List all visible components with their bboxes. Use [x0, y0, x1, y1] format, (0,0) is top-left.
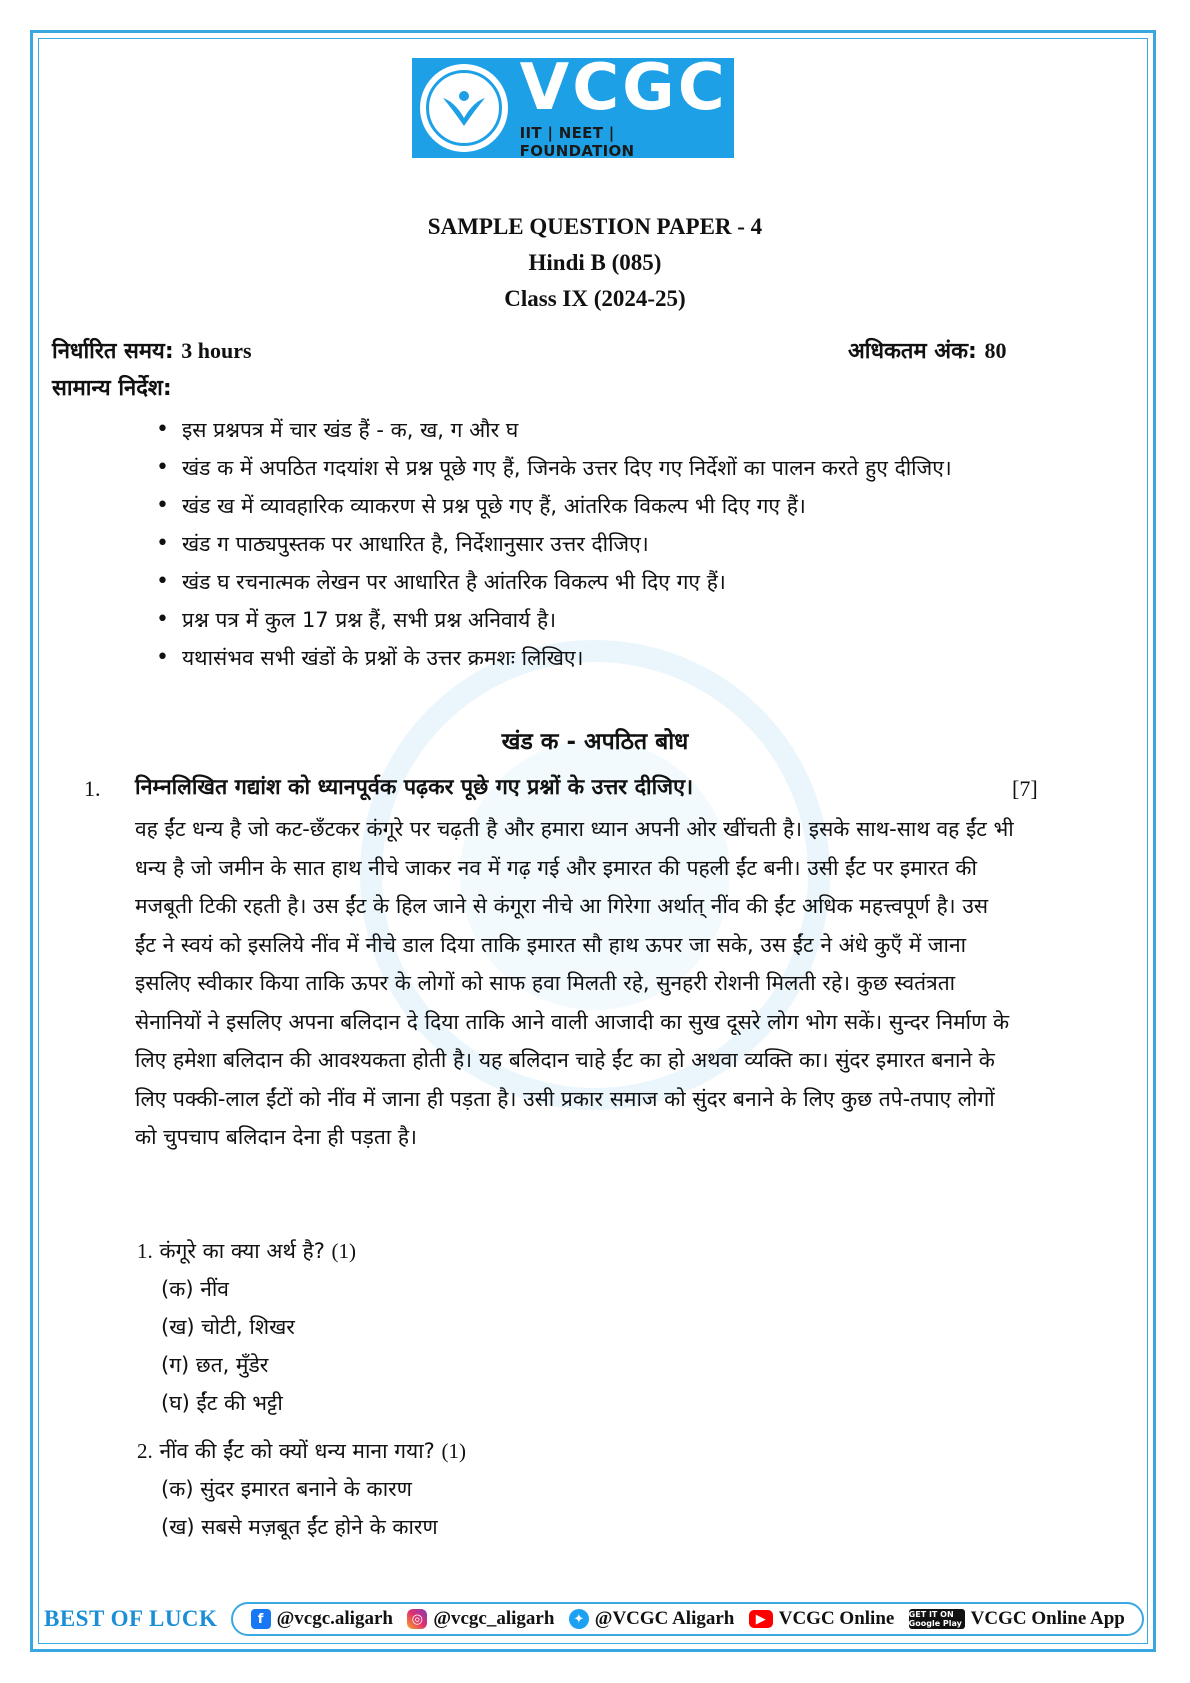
paper-title: SAMPLE QUESTION PAPER - 4 [427, 214, 763, 239]
time-label: निर्धारित समय: [52, 339, 174, 364]
option: (ख) चोटी, शिखर [161, 1315, 295, 1339]
question-marks: [7] [1012, 776, 1038, 801]
option: (क) सुंदर इमारत बनाने के कारण [161, 1477, 412, 1501]
app-link[interactable]: GET IT ON Google Play VCGC Online App [908, 1608, 1125, 1629]
facebook-link[interactable]: f @vcgc.aligarh [251, 1608, 393, 1630]
paper-class: Class IX (2024-25) [504, 286, 686, 311]
general-instructions-title: सामान्य निर्देश: [52, 376, 172, 401]
time-allowed [52, 335, 252, 365]
sub-question-1 [137, 1237, 356, 1265]
paper-subject: Hindi B (085) [528, 250, 662, 275]
social-links-bar [231, 1602, 1144, 1636]
sub-question-number: 2. [137, 1439, 153, 1463]
facebook-icon: f [251, 1609, 271, 1629]
sub-question-number: 1. [137, 1239, 153, 1263]
vcgc-logo [412, 51, 734, 160]
twitter-icon: ✦ [569, 1609, 589, 1629]
instruction-item: • प्रश्न पत्र में कुल 17 प्रश्न हैं, सभी प्रश्न अनिवार्य है। [152, 601, 1052, 639]
instructions-list [152, 411, 1052, 677]
unseen-passage: वह ईंट धन्य है जो कट-छँटकर कंगूरे पर चढ़ती है और हमारा ध्यान अपनी ओर खींचती है। इसके साथ-साथ वह ईंट भी धन्य है जो जमीन के सात हाथ नीचे जाकर नव में गढ़ गई और इमारत की पहली ईंट बनी। उसी ईंट पर इमारत की मजबूती टिकी रहती है। उस ईंट के हिल जाने से कंगूरा नीचे आ गिरेगा अर्थात् नींव की ईंट अधिक महत्त्वपूर्ण है। उस ईंट ने स्वयं को इसलिये नींव में नीचे डाल दिया ताकि इमारत सौ हाथ ऊपर जा सके, उस ईंट ने अंधे कुएँ में जाना इसलिए स्वीकार किया ताकि ऊपर के लोगों को साफ हवा मिलती रहे, सुनहरी रोशनी मिलती रहे। कुछ स्वतंत्रता सेनानियों ने इसलिए अपना बलिदान दे दिया ताकि आने वाली आजादी का सुख दूसरे लोग भोग सकें। सुन्दर निर्माण के लिए हमेशा बलिदान की आवश्यकता होती है। यह बलिदान चाहे ईंट का हो अथवा व्यक्ति का। सुंदर इमारत बनाने के लिए पक्की-लाल ईंटों को नींव में जाना ही पड़ता है। उसी प्रकार समाज को सुंदर बनाने के लिए कुछ तपे-तपाए लोगों को चुपचाप बलिदान देना ही पड़ता है। [135, 817, 1014, 1149]
instagram-link[interactable]: ◎ @vcgc_aligarh [407, 1608, 554, 1630]
max-marks [848, 335, 1006, 365]
question-title: निम्नलिखित गद्यांश को ध्यानपूर्वक पढ़कर पूछे गए प्रश्नों के उत्तर दीजिए। [135, 775, 694, 800]
sub-question-2 [137, 1437, 466, 1465]
youtube-icon: ▶ [749, 1610, 773, 1628]
google-play-icon: GET IT ON Google Play [909, 1609, 965, 1629]
marks-value: 80 [984, 338, 1007, 363]
logo-tagline: IIT | NEET | FOUNDATION [519, 124, 635, 160]
sub-question-marks: (1) [331, 1239, 357, 1263]
instruction-item: • खंड घ रचनात्मक लेखन पर आधारित है आंतरिक विकल्प भी दिए गए हैं। [152, 563, 1052, 601]
youtube-link[interactable]: ▶ VCGC Online [749, 1608, 895, 1630]
instruction-item: • इस प्रश्नपत्र में चार खंड हैं - क, ख, ग और घ [152, 411, 1052, 449]
twitter-link[interactable]: ✦ @VCGC Aligarh [569, 1608, 735, 1630]
time-value: 3 hours [181, 338, 252, 363]
option: (क) नींव [161, 1277, 229, 1301]
option: (ग) छत, मुँडेर [161, 1353, 269, 1377]
instruction-item: • यथासंभव सभी खंडों के प्रश्नों के उत्तर क्रमशः लिखिए। [152, 639, 1052, 677]
best-of-luck: BEST OF LUCK [44, 1606, 218, 1631]
question-number: 1. [84, 776, 101, 801]
bird-icon [441, 88, 487, 128]
sub-question-text: नींव की ईंट को क्यों धन्य माना गया? [159, 1439, 435, 1463]
logo-name: VCGC [519, 51, 728, 125]
instruction-item: • खंड क में अपठित गदयांश से प्रश्न पूछे गए हैं, जिनके उत्तर दिए गए निर्देशों का पालन करते हुए दीजिए। [152, 449, 1052, 487]
instagram-icon: ◎ [407, 1609, 427, 1629]
instruction-item: • खंड ख में व्यावहारिक व्याकरण से प्रश्न पूछे गए हैं, आंतरिक विकल्प भी दिए गए हैं। [152, 487, 1052, 525]
section-title: खंड क - अपठित बोध [501, 729, 689, 755]
sub-question-marks: (1) [441, 1439, 466, 1463]
instruction-item: • खंड ग पाठ्यपुस्तक पर आधारित है, निर्देशानुसार उत्तर दीजिए। [152, 525, 1052, 563]
option: (ख) सबसे मज़बूत ईंट होने के कारण [161, 1515, 438, 1539]
logo-emblem [420, 64, 508, 152]
sub-question-text: कंगूरे का क्या अर्थ है? [159, 1239, 325, 1263]
marks-label: अधिकतम अंक: [848, 339, 977, 364]
option: (घ) ईंट की भट्टी [161, 1391, 283, 1415]
footer [44, 1600, 1144, 1638]
